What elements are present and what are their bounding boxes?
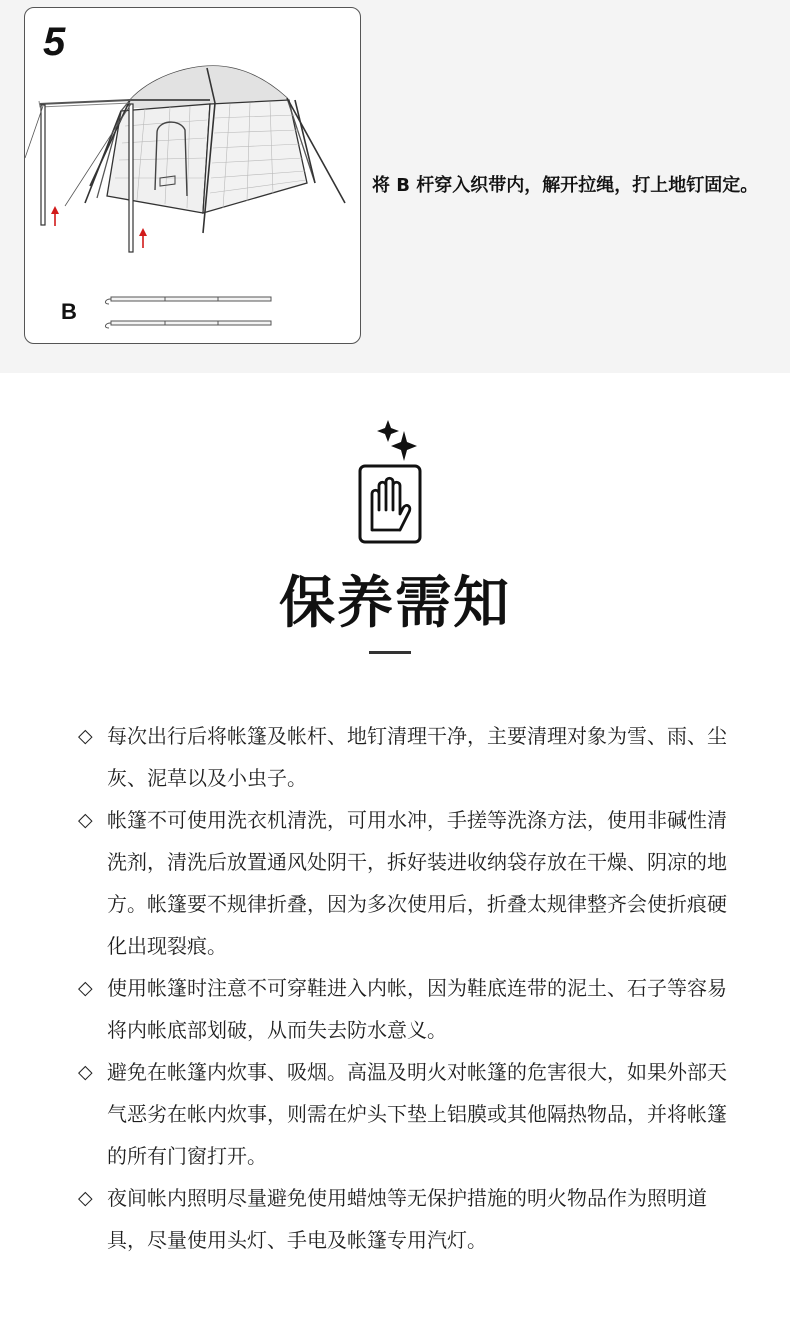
list-item <box>78 967 728 1051</box>
diamond-bullet-icon: ◇ <box>78 809 93 831</box>
pole-b-label: B <box>61 299 77 324</box>
step-instruction: 将 B 杆穿入织带内，解开拉绳，打上地钉固定。 <box>372 175 759 196</box>
diamond-bullet-icon: ◇ <box>78 1187 93 1209</box>
diamond-bullet-icon: ◇ <box>78 725 93 747</box>
care-tip-text: 使用帐篷时注意不可穿鞋进入内帐，因为鞋底连带的泥土、石子等容易将内帐底部划破，从而失去防水意义。 <box>107 976 727 1042</box>
care-tips-list <box>78 715 728 1261</box>
title-divider <box>369 651 411 654</box>
care-tip-text: 避免在帐篷内炊事、吸烟。高温及明火对帐篷的危害很大，如果外部天气恶劣在帐内炊事，则需在炉头下垫上铝膜或其他隔热物品，并将帐篷的所有门窗打开。 <box>107 1060 727 1168</box>
step-number: 5 <box>43 20 66 64</box>
list-item <box>78 1177 728 1261</box>
list-item <box>78 799 728 967</box>
care-tip-text: 每次出行后将帐篷及帐杆、地钉清理干净，主要清理对象为雪、雨、尘灰、泥草以及小虫子。 <box>107 724 727 790</box>
diamond-bullet-icon: ◇ <box>78 977 93 999</box>
step-illustration-card <box>24 7 361 344</box>
list-item <box>78 1051 728 1177</box>
care-tip-text: 帐篷不可使用洗衣机清洗，可用水冲，手搓等洗涤方法，使用非碱性清洗剂，清洗后放置通风处阴干，拆好装进收纳袋存放在干燥、阴凉的地方。帐篷要不规律折叠，因为多次使用后，折叠太规律整齐会使折痕硬化出现裂痕。 <box>107 808 727 958</box>
section-title: 保养需知 <box>279 571 511 636</box>
hand-wash-icon <box>354 418 426 546</box>
pole-b-diagram <box>105 297 271 328</box>
care-tip-text: 夜间帐内照明尽量避免使用蜡烛等无保护措施的明火物品作为照明道具，尽量使用头灯、手电及帐篷专用汽灯。 <box>107 1186 707 1252</box>
diamond-bullet-icon: ◇ <box>78 1061 93 1083</box>
tent-illustration <box>25 8 361 344</box>
list-item <box>78 715 728 799</box>
